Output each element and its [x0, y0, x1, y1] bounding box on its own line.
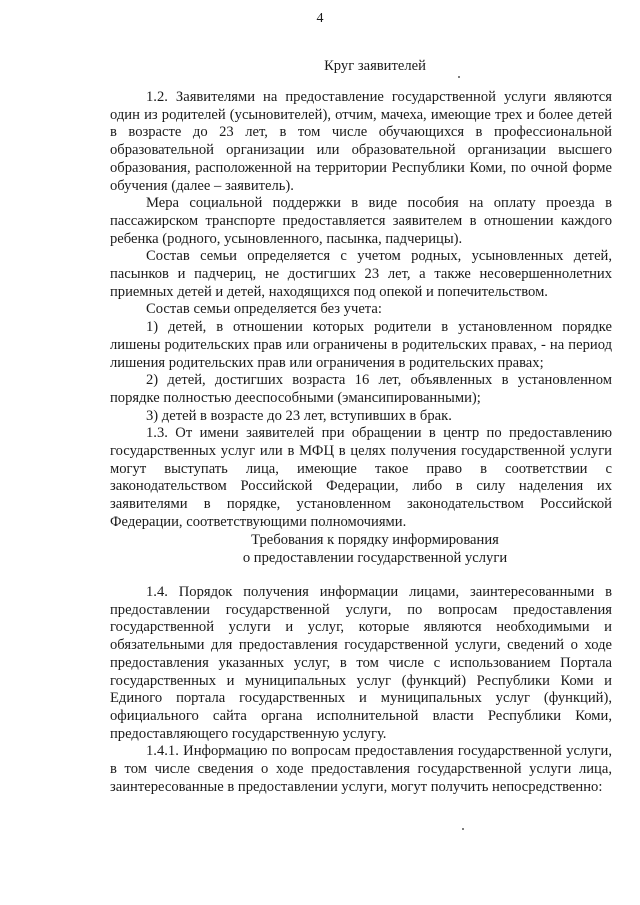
scan-speck	[458, 76, 460, 78]
paragraph-1-2: 1.2. Заявителями на предоставление государственной услуги являются один из родителей (усыновителей), отчим, мачеха, имеющие трех и более детей в возрасте до 23 лет, в том числе обучающихся в профессиональной образовательной организации или образовательной организации высшего образования, расположенной на территории Республики Коми, по очной форме обучения (далее – заявитель).	[110, 89, 612, 194]
section-applicants-body	[110, 89, 612, 532]
list-item-3: 3) детей в возрасте до 23 лет, вступивших в брак.	[146, 407, 452, 424]
scan-speck	[462, 828, 464, 830]
section-title-informing-line2: о предоставлении государственной услуги	[242, 550, 508, 566]
paragraph-support-measure: Мера социальной поддержки в виде пособия на оплату проезда в пассажирском транспорте предоставляется заявителем в отношении каждого ребенка (родного, усыновленного, пасынка, падчерицы).	[110, 195, 612, 247]
paragraph-family-with: Состав семьи определяется с учетом родных, усыновленных детей, пасынков и падчериц, не достигших 23 лет, а также несовершеннолетних приемных детей и детей, находящихся под опекой и попечительством.	[110, 248, 612, 300]
paragraph-1-4: 1.4. Порядок получения информации лицами, заинтересованными в предоставлении государственной услуги, по вопросам предоставления государственной услуги и услуг, которые являются необходимыми и обязательными для предоставления государственной услуги, сведений о ходе предоставления указанных услуг, в том числе с использованием Портала государственных и муниципальных услуг (функций) Республики Коми и Единого портала государственных и муниципальных услуг (функций), официального сайта органа исполнительной власти Республики Коми, предоставляющего государственную услугу.	[110, 584, 612, 742]
paragraph-family-without: Состав семьи определяется без учета:	[146, 301, 382, 318]
section-title-applicants: Круг заявителей	[324, 58, 426, 74]
section-title-informing-line1: Требования к порядку информирования	[251, 532, 499, 548]
paragraph-1-3: 1.3. От имени заявителей при обращении в центр по предоставлению государственных услуг или в МФЦ в целях получения государственной услуги могут выступать лица, имеющие такое право в соответствии с законодательством Российской Федерации, либо в силу наделения их заявителями в порядке, установленном законодательством Российской Федерации, соответствующими полномочиями.	[110, 425, 612, 530]
section-informing-body	[110, 584, 612, 796]
list-item-1: 1) детей, в отношении которых родители в установленном порядке лишены родительских прав или ограничены в родительских правах, - на период лишения родительских прав или ограничения в родительских правах;	[110, 319, 612, 371]
paragraph-1-4-1: 1.4.1. Информацию по вопросам предоставления государственной услуги, в том числе сведения о ходе предоставления государственной услуги лица, заинтересованные в предоставлении услуги, могут получить непосредственно:	[110, 743, 612, 795]
list-item-2: 2) детей, достигших возраста 16 лет, объявленных в установленном порядке полностью дееспособными (эмансипированными);	[110, 372, 612, 406]
page-number: 4	[316, 11, 324, 26]
